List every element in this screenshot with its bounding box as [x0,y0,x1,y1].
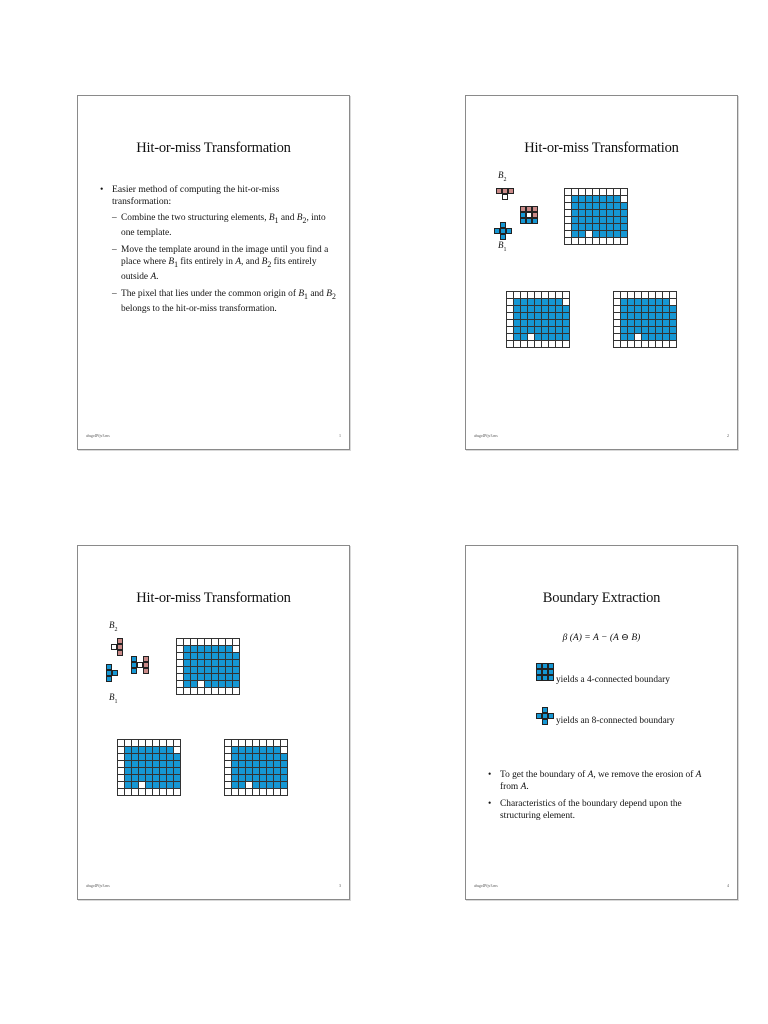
sub-bullet-item: – Move the template around in the image until you find a place where $B_1$ fits entirely in A, and $B_2$ fits entirely outside A. [112,244,340,283]
slide-title: Boundary Extraction [542,590,661,606]
slide-number: 1 [339,433,341,438]
bullet-item: • Characteristics of the boundary depend upon the structuring element. [488,798,718,822]
combined-template [131,656,151,676]
sub-bullet-list [112,212,340,315]
yield-8-connected-text: yields an 8-connected boundary [556,716,675,726]
bullet-item: • To get the boundary of A, we remove the erosion of A from A. [488,769,718,793]
slide-1 [77,95,350,450]
slide-4 [465,545,738,900]
slide-title: Hit-or-miss Transformation [136,140,291,156]
structuring-element-label-b1: $B_1$ [498,240,507,253]
bullet-list [488,769,718,827]
slide-number: 2 [727,433,729,438]
combined-template [520,206,540,232]
sub-bullet-item: – The pixel that lies under the common origin of $B_1$ and $B_2$ belongs to the hit-or-miss transformation. [112,288,340,315]
slide-2 [465,95,738,450]
structuring-element-label-b2: $B_2$ [109,620,118,633]
slide-footer: ahsgr4Pfjv3.ms [86,434,110,438]
slide-3 [77,545,350,900]
slide-footer: ahsgr4Pfjv3.ms [474,884,498,888]
slide-footer: ahsgr4Pfjv3.ms [474,434,498,438]
structuring-element-cross [536,707,554,725]
slide-title: Hit-or-miss Transformation [524,140,679,156]
bullet-text: Easier method of computing the hit-or-miss transformation: [112,184,280,207]
structuring-element-label-b1: $B_1$ [109,692,118,705]
structuring-element-b1 [494,222,514,242]
structuring-element-square [536,663,554,681]
structuring-element-b2 [111,638,123,658]
slide-title: Hit-or-miss Transformation [136,590,291,606]
bullet-list [100,184,340,320]
sub-bullet-item: – Combine the two structuring elements, $B_1$ and $B_2$, into one template. [112,212,340,239]
boundary-formula: β (A) = A − (A ⊖ B) [562,633,641,643]
yield-4-connected-text: yields a 4-connected boundary [556,675,670,685]
slide-number: 3 [339,883,341,888]
structuring-element-b1 [106,664,120,690]
slide-number: 4 [727,883,729,888]
bullet-item [100,184,340,315]
slide-footer: ahsgr4Pfjv3.ms [86,884,110,888]
structuring-element-b2 [496,188,516,208]
structuring-element-label-b2: $B_2$ [498,170,507,183]
